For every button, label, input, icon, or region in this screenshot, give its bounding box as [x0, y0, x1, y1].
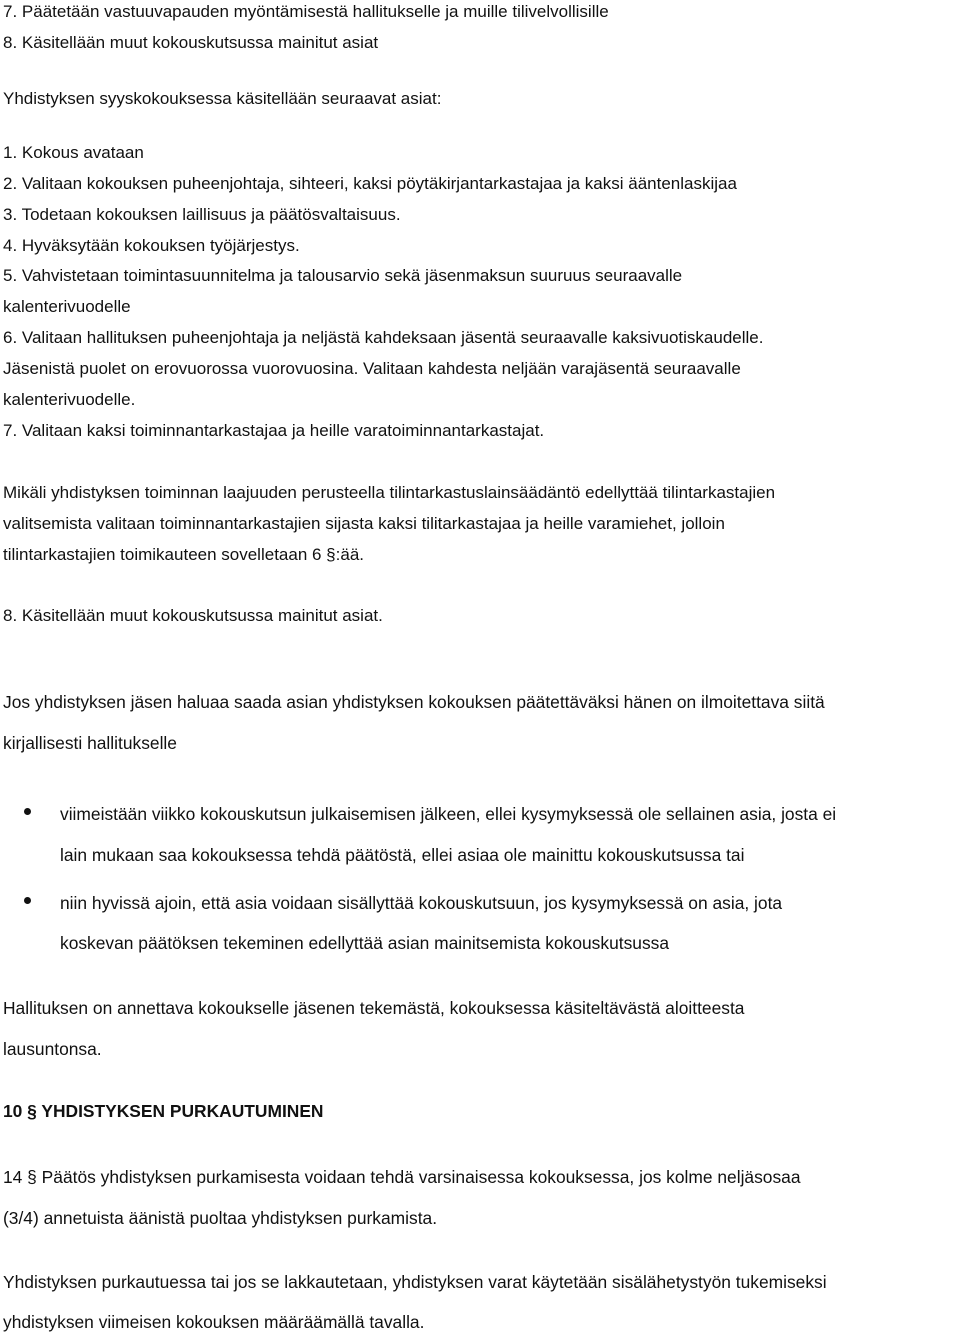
annual-item-8: 8. Käsitellään muut kokouskutsussa mainitut asiat. [3, 606, 383, 625]
auditor-paragraph-line-3: tilintarkastajien toimikauteen sovelletaan 6 §:ää. [3, 545, 364, 564]
bullet-2-line-1: niin hyvissä ajoin, että asia voidaan sisällyttää kokouskutsuun, jos kysymyksessä on asia, jota [60, 893, 783, 913]
bullet-1-line-1: viimeistään viikko kokouskutsun julkaisemisen jälkeen, ellei kysymyksessä ole sellainen asia, josta ei [60, 804, 837, 824]
auditor-paragraph-line-1: Mikäli yhdistyksen toiminnan laajuuden perusteella tilintarkastuslainsäädäntö edellyttää tilintarkastajien [3, 483, 776, 502]
annual-item-5-line-2: kalenterivuodelle [3, 297, 131, 316]
bullet-1-dot [24, 808, 31, 815]
agenda-item-8-top: 8. Käsitellään muut kokouskutsussa mainitut asiat [3, 33, 379, 52]
annual-item-3: 3. Todetaan kokouksen laillisuus ja päätösvaltaisuus. [3, 205, 401, 224]
member-paragraph-line-2: kirjallisesti hallitukselle [3, 733, 177, 753]
auditor-paragraph-line-2: valitsemista valitaan toiminnantarkastajien sijasta kaksi tilitarkastajaa ja heille varamiehet, jolloin [3, 514, 725, 533]
annual-item-6-line-2: Jäsenistä puolet on erovuorossa vuorovuosina. Valitaan kahdesta neljään varajäsentä seuraavalle [3, 359, 741, 378]
board-paragraph-line-2: lausuntonsa. [3, 1039, 102, 1059]
annual-item-4: 4. Hyväksytään kokouksen työjärjestys. [3, 236, 300, 255]
section-heading-dissolution: 10 § YHDISTYKSEN PURKAUTUMINEN [3, 1101, 324, 1121]
bullet-2-line-2: koskevan päätöksen tekeminen edellyttää asian mainitsemista kokouskutsussa [60, 933, 670, 953]
dissolution-paragraph-line-1: 14 § Päätös yhdistyksen purkamisesta voidaan tehdä varsinaisessa kokouksessa, jos kolme neljäsosaa [3, 1167, 801, 1187]
member-paragraph-line-1: Jos yhdistyksen jäsen haluaa saada asian yhdistyksen kokouksen päätettäväksi hänen on ilmoitettava siitä [3, 692, 825, 712]
annual-meeting-intro: Yhdistyksen syyskokouksessa käsitellään seuraavat asiat: [3, 89, 442, 108]
board-paragraph-line-1: Hallituksen on annettava kokoukselle jäsenen tekemästä, kokouksessa käsiteltävästä aloitteesta [3, 998, 745, 1018]
bullet-1-line-2: lain mukaan saa kokouksessa tehdä päätöstä, ellei asiaa ole mainittu kokouskutsussa tai [60, 845, 745, 865]
agenda-item-7-top: 7. Päätetään vastuuvapauden myöntämisestä hallitukselle ja muille tilivelvollisille [3, 2, 609, 21]
assets-paragraph-line-1: Yhdistyksen purkautuessa tai jos se lakkautetaan, yhdistyksen varat käytetään sisälähetystyön tukemiseksi [3, 1272, 827, 1292]
annual-item-1: 1. Kokous avataan [3, 143, 144, 162]
annual-item-6-line-1: 6. Valitaan hallituksen puheenjohtaja ja neljästä kahdeksaan jäsentä seuraavalle kaksivuotiskaudelle. [3, 328, 764, 347]
annual-item-5-line-1: 5. Vahvistetaan toimintasuunnitelma ja talousarvio sekä jäsenmaksun suuruus seuraavalle [3, 266, 683, 285]
dissolution-paragraph-line-2: (3/4) annetuista äänistä puoltaa yhdistyksen purkamista. [3, 1208, 438, 1228]
annual-item-2: 2. Valitaan kokouksen puheenjohtaja, sihteeri, kaksi pöytäkirjantarkastajaa ja kaksi ääntenlaskijaa [3, 174, 737, 193]
annual-item-6-line-3: kalenterivuodelle. [3, 390, 136, 409]
bullet-2-dot [24, 897, 31, 904]
assets-paragraph-line-2: yhdistyksen viimeisen kokouksen määräämällä tavalla. [3, 1312, 425, 1332]
annual-item-7: 7. Valitaan kaksi toiminnantarkastajaa ja heille varatoiminnantarkastajat. [3, 421, 545, 440]
